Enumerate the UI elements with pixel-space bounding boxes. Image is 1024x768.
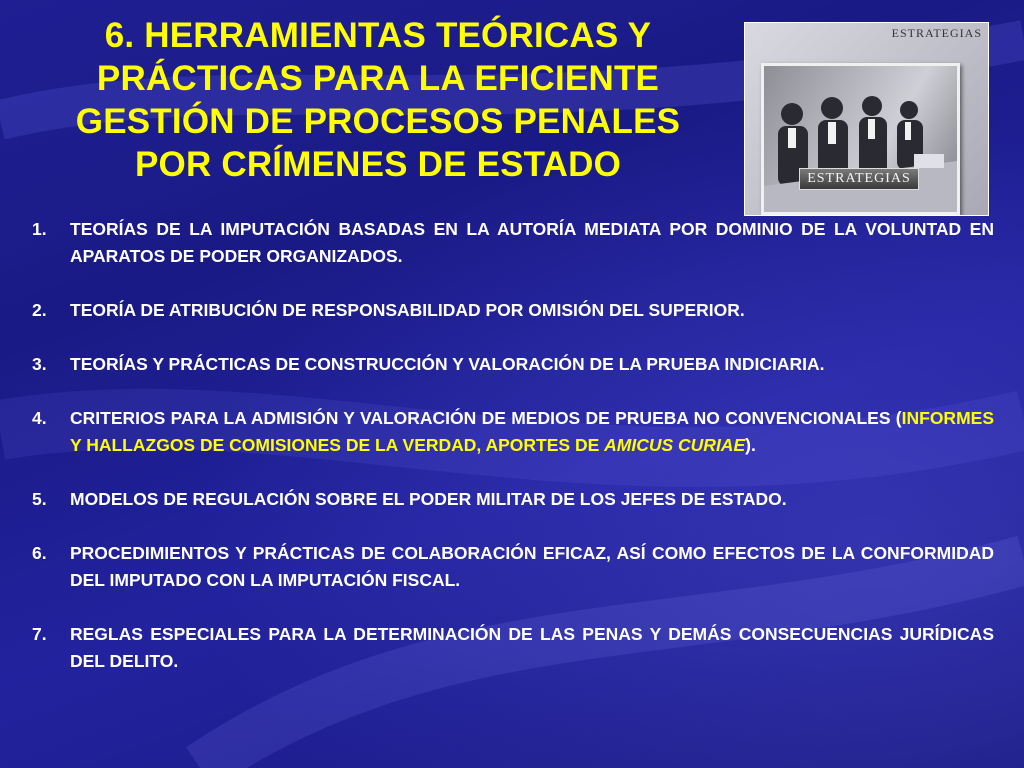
list-item bbox=[32, 621, 994, 675]
item-highlight-italic: AMICUS CURIAE bbox=[604, 435, 746, 455]
photo-top-label: ESTRATEGIAS bbox=[891, 26, 982, 40]
list-item bbox=[32, 486, 994, 513]
list-item bbox=[32, 351, 994, 378]
item-number: 1. bbox=[32, 219, 47, 239]
item-text: TEORÍAS Y PRÁCTICAS DE CONSTRUCCIÓN Y VALORACIÓN DE LA PRUEBA INDICIARIA. bbox=[70, 354, 825, 374]
list-item bbox=[32, 540, 994, 594]
item-text-start: CRITERIOS PARA LA ADMISIÓN Y VALORACIÓN DE MEDIOS DE PRUEBA NO CONVENCIONALES ( bbox=[70, 408, 902, 428]
item-text: TEORÍA DE ATRIBUCIÓN DE RESPONSABILIDAD POR OMISIÓN DEL SUPERIOR. bbox=[70, 300, 745, 320]
photo-banner-label: ESTRATEGIAS bbox=[799, 168, 919, 190]
list-item bbox=[32, 405, 994, 459]
title-line: GESTIÓN DE PROCESOS PENALES bbox=[75, 102, 681, 141]
people-meeting-icon bbox=[764, 66, 957, 212]
item-number: 7. bbox=[32, 624, 47, 644]
item-number: 3. bbox=[32, 354, 47, 374]
item-text: PROCEDIMIENTOS Y PRÁCTICAS DE COLABORACIÓN EFICAZ, ASÍ COMO EFECTOS DE LA CONFORMIDAD DEL IMPUTADO CON LA IMPUTACIÓN FISCAL. bbox=[70, 543, 994, 590]
item-number: 6. bbox=[32, 543, 47, 563]
strategies-photo bbox=[744, 22, 989, 216]
topics-list bbox=[32, 216, 994, 675]
item-number: 5. bbox=[32, 489, 47, 509]
title-line: 6. HERRAMIENTAS TEÓRICAS Y bbox=[104, 16, 652, 55]
item-number: 4. bbox=[32, 408, 47, 428]
list-item bbox=[32, 216, 994, 270]
item-text-end: ). bbox=[745, 435, 756, 455]
item-highlight-text: INFORMES Y HALLAZGOS DE COMISIONES DE LA VERDAD, APORTES DE bbox=[70, 408, 994, 455]
title-line: PRÁCTICAS PARA LA EFICIENTE bbox=[96, 59, 660, 98]
meeting-photo-inner bbox=[761, 63, 960, 215]
list-item bbox=[32, 297, 994, 324]
title-line: POR CRÍMENES DE ESTADO bbox=[134, 145, 622, 184]
item-text: TEORÍAS DE LA IMPUTACIÓN BASADAS EN LA AUTORÍA MEDIATA POR DOMINIO DE LA VOLUNTAD EN APARATOS DE PODER ORGANIZADOS. bbox=[70, 219, 994, 266]
item-text: REGLAS ESPECIALES PARA LA DETERMINACIÓN DE LAS PENAS Y DEMÁS CONSECUENCIAS JURÍDICAS DEL DELITO. bbox=[70, 624, 994, 671]
item-text: MODELOS DE REGULACIÓN SOBRE EL PODER MILITAR DE LOS JEFES DE ESTADO. bbox=[70, 489, 787, 509]
slide-title bbox=[22, 14, 734, 186]
item-number: 2. bbox=[32, 300, 47, 320]
